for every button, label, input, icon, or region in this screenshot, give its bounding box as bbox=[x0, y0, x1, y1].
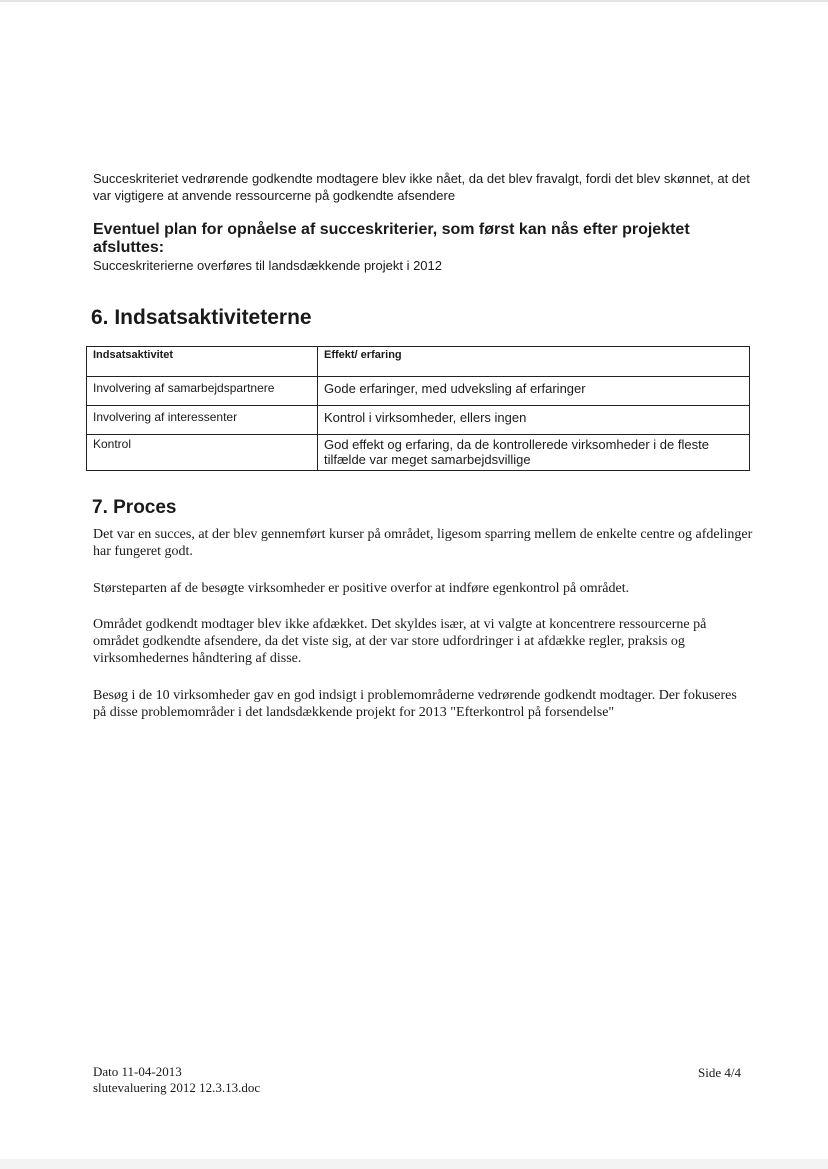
process-paragraph: Besøg i de 10 virksomheder gav en god indsigt i problemområderne vedrørende godkendt modtager. Der fokuseres på disse problemområder i det landsdækkende projekt for 2013 "Efterkontrol på forsendelse" bbox=[93, 688, 737, 720]
section-7-heading: 7. Proces bbox=[92, 497, 177, 518]
table-header-row bbox=[87, 347, 750, 377]
table-cell-effect: Gode erfaringer, med udveksling af erfaringer bbox=[318, 377, 750, 406]
plan-paragraph: Succeskriterierne overføres til landsdækkende projekt i 2012 bbox=[93, 258, 443, 273]
table-cell-activity: Involvering af samarbejdspartnere bbox=[87, 377, 318, 406]
page-top-edge bbox=[0, 0, 828, 2]
footer-date: Dato 11-04-2013 bbox=[93, 1064, 182, 1079]
footer-filename: slutevaluering 2012 12.3.13.doc bbox=[93, 1080, 261, 1095]
process-paragraph: Det var en succes, at der blev gennemført kurser på området, ligesom sparring mellem de enkelte centre og afdelinger har fungeret godt. bbox=[93, 527, 753, 559]
process-paragraph: Størsteparten af de besøgte virksomheder er positive overfor at indføre egenkontrol på området. bbox=[93, 581, 630, 596]
table-cell-activity: Involvering af interessenter bbox=[87, 406, 318, 435]
section-6-heading: 6. Indsatsaktiviteterne bbox=[91, 306, 312, 329]
column-header-effect: Effekt/ erfaring bbox=[318, 347, 750, 377]
table-cell-effect: Kontrol i virksomheder, ellers ingen bbox=[318, 406, 750, 435]
footer-left bbox=[93, 1064, 260, 1096]
criteria-paragraph: Succeskriteriet vedrørende godkendte modtagere blev ikke nået, da det blev fravalgt, fordi det blev skønnet, at det var vigtigere at anvende ressourcerne på godkendte afsendere bbox=[93, 171, 750, 203]
plan-heading: Eventuel plan for opnåelse af succeskriterier, som først kan nås efter projektet afsluttes: bbox=[93, 221, 690, 256]
page-bottom-edge bbox=[0, 1159, 828, 1169]
table-cell-activity: Kontrol bbox=[87, 435, 318, 471]
table-row bbox=[87, 377, 750, 406]
table-row bbox=[87, 406, 750, 435]
table-cell-effect: God effekt og erfaring, da de kontrollerede virksomheder i de fleste tilfælde var meget samarbejdsvillige bbox=[318, 435, 750, 471]
column-header-activity: Indsatsaktivitet bbox=[87, 347, 318, 377]
table-row bbox=[87, 435, 750, 471]
activities-table bbox=[86, 346, 750, 471]
process-paragraph: Området godkendt modtager blev ikke afdækket. Det skyldes især, at vi valgte at koncentrere ressourcerne på området godkendte afsendere, da det viste sig, at der var store udfordringer i at afdække regler, praksis og virksomhedernes håndtering af disse. bbox=[93, 617, 707, 666]
footer-page-number: Side 4/4 bbox=[698, 1065, 741, 1080]
